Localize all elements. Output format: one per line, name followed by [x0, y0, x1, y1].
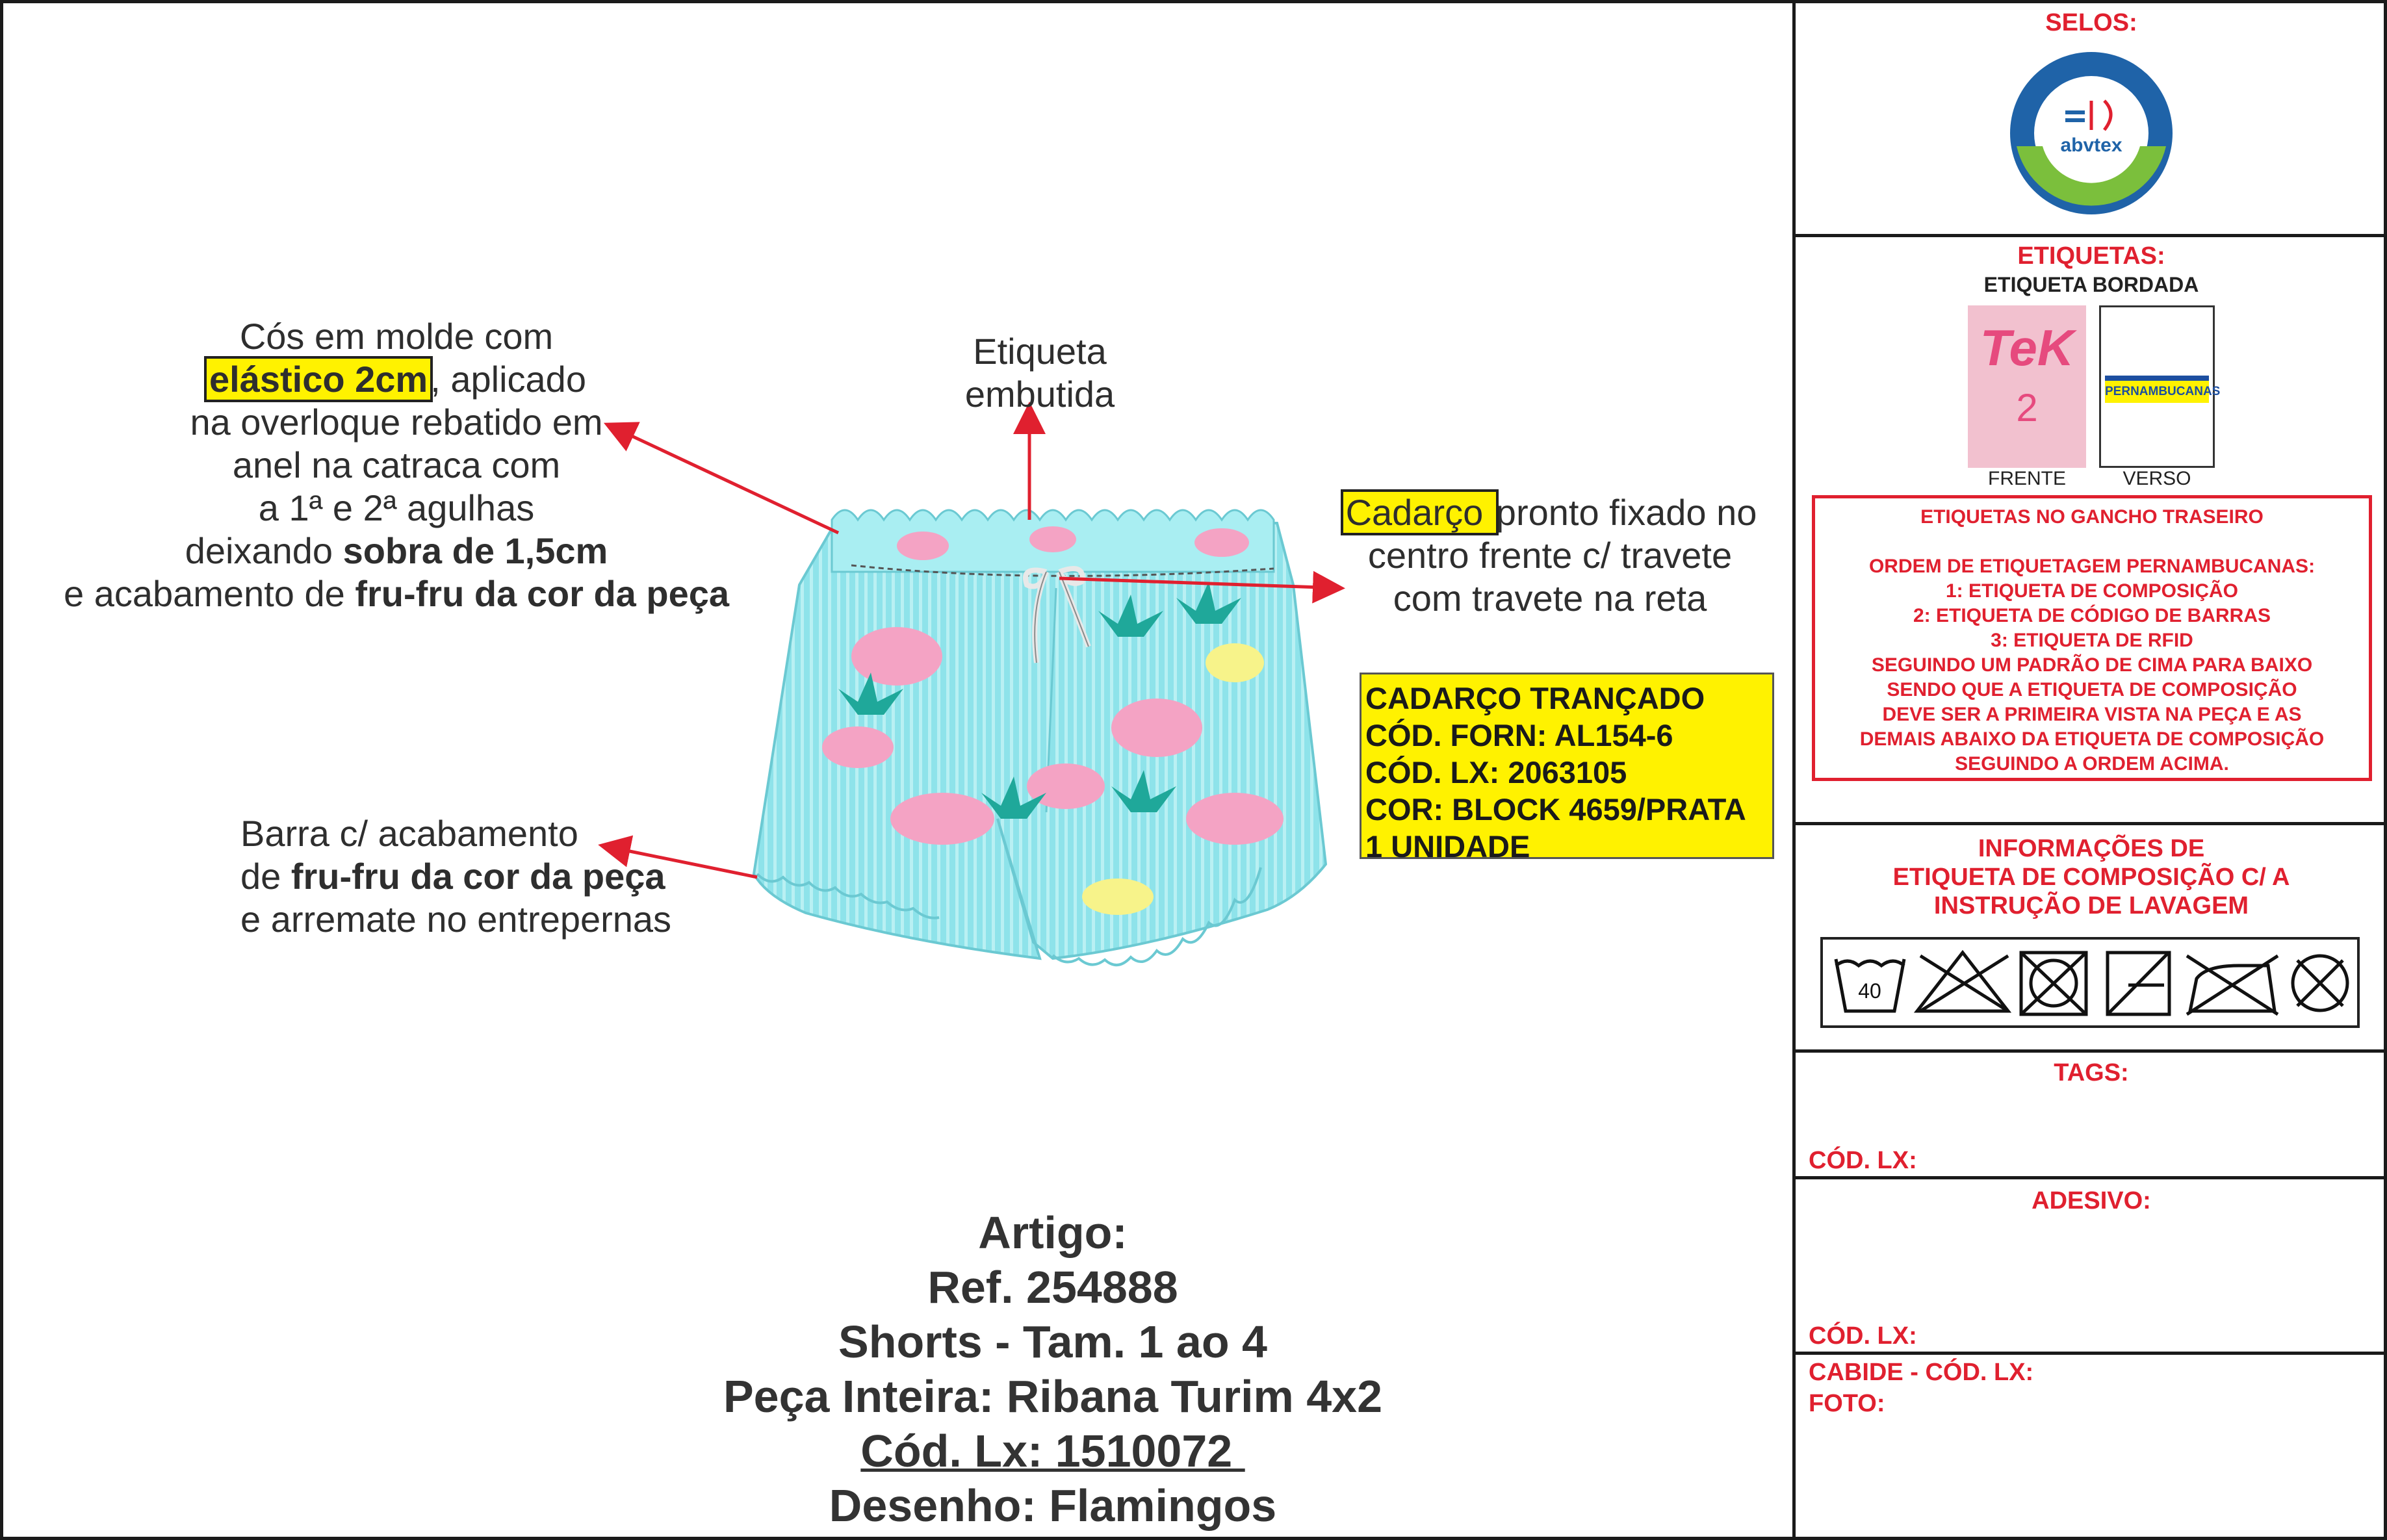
cabide-cod-lx: CABIDE - CÓD. LX: — [1809, 1359, 2034, 1386]
spec-line-5: 1 UNIDADE — [1365, 829, 1530, 864]
care-symbols-box — [1820, 937, 2360, 1028]
title-shorts: Shorts - Tam. 1 ao 4 — [838, 1316, 1267, 1367]
cos-line-5: a 1ª e 2ª agulhas — [258, 487, 535, 528]
cos-line-6b: sobra de 1,5cm — [342, 530, 608, 571]
abvtex-seal-icon — [2007, 49, 2176, 218]
no-dry-clean-icon — [2293, 956, 2347, 1010]
info-line-2: ETIQUETA DE COMPOSIÇÃO C/ A — [1892, 864, 2290, 891]
tags-heading: TAGS: — [2054, 1059, 2129, 1086]
cos-line-3: na overloque rebatido em — [190, 402, 603, 443]
order-line-1: ETIQUETAS NO GANCHO TRASEIRO — [1920, 506, 2264, 528]
etiquetas-heading: ETIQUETAS: — [2017, 242, 2165, 270]
barra-line-1: Barra c/ acabamento — [240, 813, 578, 854]
title-peca: Peça Inteira: Ribana Turim 4x2 — [723, 1371, 1383, 1422]
order-line-2 — [1815, 530, 2369, 554]
spec-line-3: CÓD. LX: 2063105 — [1365, 755, 1627, 789]
barra-line-3: e arremate no entrepernas — [240, 899, 672, 940]
section-informacoes — [1796, 825, 2387, 1053]
cos-line-7a: e acabamento de — [64, 573, 355, 614]
no-tumble-dry-icon — [2021, 953, 2086, 1014]
frente-label: FRENTE — [1988, 468, 2066, 489]
label-back-brand: PERNAMBUCANAS — [2105, 376, 2209, 403]
etiquetagem-order-box — [1812, 495, 2372, 781]
order-line-10: DEMAIS ABAIXO DA ETIQUETA DE COMPOSIÇÃO — [1859, 728, 2325, 750]
adesivo-heading: ADESIVO: — [2032, 1187, 2151, 1214]
etiqueta-line-2: embutida — [964, 374, 1115, 415]
spec-line-2: CÓD. FORN: AL154-6 — [1365, 718, 1673, 752]
section-tags — [1796, 1053, 2387, 1179]
title-desenho: Desenho: Flamingos — [829, 1480, 1277, 1531]
etiqueta-line-1: Etiqueta — [973, 331, 1107, 372]
cos-highlight-elastico: elástico 2cm — [207, 359, 430, 400]
label-back — [2099, 305, 2221, 468]
order-line-5: 2: ETIQUETA DE CÓDIGO DE BARRAS — [1913, 605, 2271, 626]
no-iron-icon — [2187, 956, 2278, 1014]
order-line-6: 3: ETIQUETA DE RFID — [1991, 630, 2193, 651]
title-ref: Ref. 254888 — [927, 1262, 1178, 1313]
annotation-etiqueta — [936, 330, 1144, 416]
etiqueta-bordada-label: ETIQUETA BORDADA — [1983, 273, 2199, 296]
cabide-foto: FOTO: — [1809, 1390, 1885, 1417]
annotation-cadarco — [1316, 491, 1784, 620]
label-front-brand: TeK — [1980, 319, 2074, 376]
tags-cod-lx: CÓD. LX: — [1809, 1147, 1917, 1174]
barra-line-2b: fru-fru da cor da peça — [290, 856, 665, 897]
adesivo-cod-lx: CÓD. LX: — [1809, 1322, 1917, 1350]
info-line-1: INFORMAÇÕES DE — [1978, 835, 2205, 862]
barra-line-2a: de — [240, 856, 291, 897]
order-line-4: 1: ETIQUETA DE COMPOSIÇÃO — [1945, 580, 2239, 602]
order-line-3: ORDEM DE ETIQUETAGEM PERNAMBUCANAS: — [1868, 556, 2316, 577]
cadarco-line-1-rest: pronto fixado no — [1495, 492, 1757, 533]
wash-40-icon — [1836, 959, 1904, 1011]
cos-line-1: Cós em molde com — [239, 316, 554, 357]
order-line-9: DEVE SER A PRIMEIRA VISTA NA PEÇA E AS — [1882, 704, 2302, 725]
no-bleach-icon — [1917, 953, 2008, 1011]
title-artigo: Artigo: — [978, 1207, 1128, 1258]
section-adesivo — [1796, 1179, 2387, 1355]
cadarco-highlight: Cadarço — [1343, 492, 1496, 533]
order-line-11: SEGUINDO A ORDEM ACIMA. — [1955, 753, 2229, 775]
cadarco-line-3: com travete na reta — [1393, 578, 1707, 619]
cos-line-7b: fru-fru da cor da peça — [355, 573, 729, 614]
section-cabide — [1796, 1355, 2387, 1537]
label-front-size: 2 — [2016, 386, 2038, 430]
spec-line-4: COR: BLOCK 4659/PRATA — [1365, 792, 1746, 827]
spec-line-1: CADARÇO TRANÇADO — [1365, 681, 1705, 715]
line-dry-shade-icon — [2108, 953, 2169, 1014]
label-front — [1968, 305, 2086, 468]
section-selos — [1796, 0, 2387, 237]
order-line-8: SENDO QUE A ETIQUETA DE COMPOSIÇÃO — [1887, 679, 2297, 700]
title-cod: Cód. Lx: 1510072 — [860, 1426, 1245, 1476]
seal-brand: abvtex — [2060, 135, 2122, 156]
order-line-7: SEGUINDO UM PADRÃO DE CIMA PARA BAIXO — [1871, 654, 2313, 676]
selos-heading: SELOS: — [2045, 9, 2137, 36]
annotation-barra — [240, 812, 695, 941]
spec-sidebar — [1792, 0, 2387, 1540]
cos-line-2-rest: , aplicado — [430, 359, 586, 400]
info-line-3: INSTRUÇÃO DE LAVAGEM — [1933, 892, 2249, 919]
cadarco-line-2: centro frente c/ travete — [1367, 535, 1733, 576]
cadarco-spec-box — [1360, 673, 1774, 864]
verso-label: VERSO — [2122, 468, 2191, 489]
article-title-block — [624, 1205, 1482, 1533]
annotation-cos — [39, 315, 754, 615]
cos-line-6a: deixando — [185, 530, 343, 571]
wash-temp: 40 — [1858, 979, 1881, 1003]
cos-line-4: anel na catraca com — [232, 444, 561, 485]
section-etiquetas — [1796, 237, 2387, 825]
